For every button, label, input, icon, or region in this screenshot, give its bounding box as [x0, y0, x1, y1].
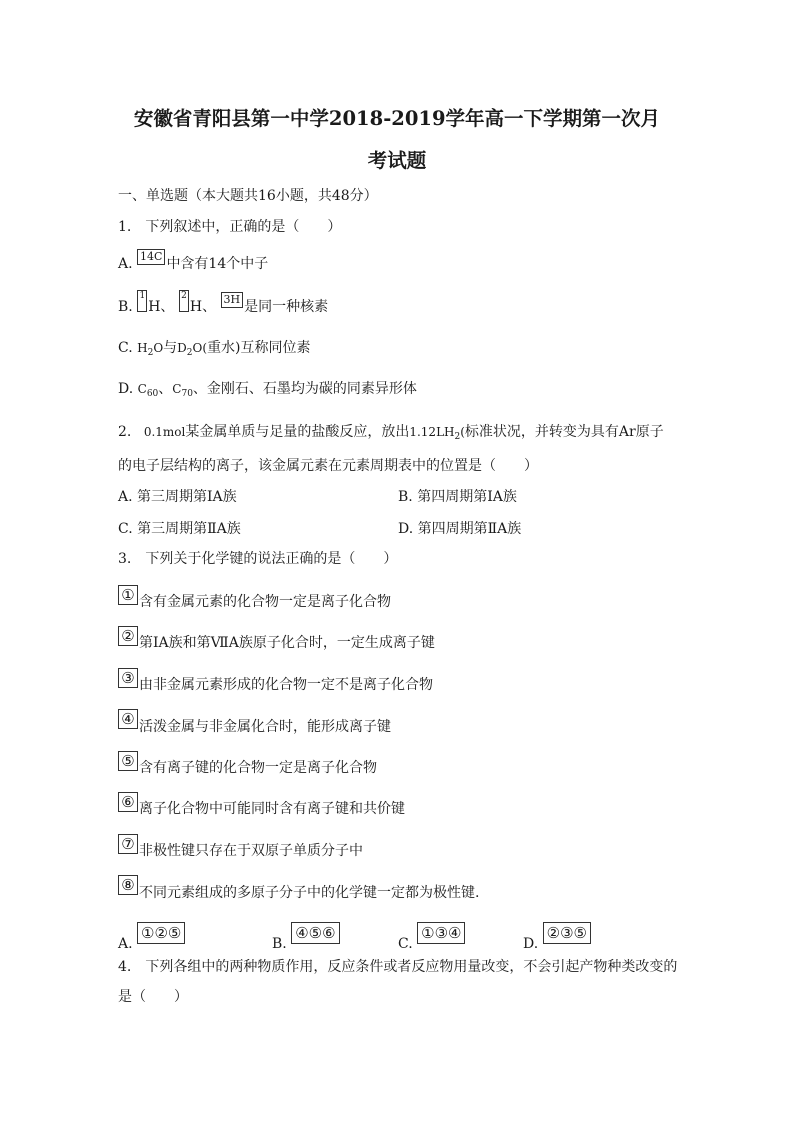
q1-d-c60-sub: 60: [146, 389, 159, 399]
q2-stem-line2: 的电子层结构的离子，该金属元素在元素周期表中的位置是（ ）: [118, 458, 538, 474]
q3-item-4-text: 活泼金属与非金属化合时，能形成离子键: [139, 719, 391, 735]
q3-item-6-text: 离子化合物中可能同时含有离子键和共价键: [139, 801, 405, 817]
q1-c-o: O: [153, 341, 164, 355]
q1-option-c-formula-h2o: [137, 341, 164, 358]
q4-stem-line2: 是（ ）: [118, 989, 188, 1005]
q3-option-d: [523, 922, 591, 953]
document-title-line1: 安徽省青阳县第一中学2018-2019学年高一下学期第一次月: [133, 107, 661, 130]
q3-option-d-box: ②③⑤: [543, 922, 591, 944]
q1-option-d-label: D.: [118, 381, 134, 397]
section-header-text: 一、单选题（本大题共16小题，共48分）: [118, 188, 378, 204]
q2-stem-line1: [118, 423, 664, 446]
q3-option-b-label: B.: [272, 936, 287, 952]
q1-option-b-text: 是同一种核素: [244, 299, 329, 315]
q2-option-a: A. 第三周期第IA族: [118, 489, 237, 505]
q3-item-3-mark: ③: [118, 668, 138, 688]
q3-item-1-text: 含有金属元素的化合物一定是离子化合物: [139, 594, 391, 610]
q2-stem-part2: 标准状况，并转变为具有Ar原子: [464, 424, 664, 440]
q3-item-2-text: 第ⅠA族和第ⅦA族原子化合时，一定生成离子键: [139, 635, 435, 651]
q1-c-d-sub: 2: [186, 348, 193, 358]
q3-item-2-mark: ②: [118, 626, 138, 646]
q3-item-3-text: 由非金属元素形成的化合物一定不是离子化合物: [139, 677, 433, 693]
q3-option-b: [272, 922, 340, 953]
q1-option-a-text: 中含有14个中子: [166, 256, 269, 272]
q1-option-b: [118, 291, 329, 316]
q3-item-4-mark: ④: [118, 709, 138, 729]
q1-option-b-h1: H、: [148, 299, 175, 315]
q1-option-d-c70: [172, 382, 193, 399]
q1-option-b-h2: H、: [189, 299, 217, 315]
q1-option-a-formula-box: 14C: [137, 249, 165, 265]
q1-option-a: [118, 250, 269, 273]
q2-amount: 0.1mol: [143, 425, 186, 439]
q2-gas-text: 1.12LH: [409, 425, 455, 439]
q2-option-b: B. 第四周期第IA族: [398, 489, 517, 505]
q2-stem-part1: 某金属单质与足量的盐酸反应，放出: [185, 424, 410, 440]
q1-option-d-sep: 、: [158, 381, 173, 397]
q1-stem: 1. 下列叙述中，正确的是（ ）: [118, 219, 342, 235]
q4-stem-line1: 4. 下列各组中的两种物质作用，反应条件或者反应物用量改变，不会引起产物种类改变的: [118, 959, 678, 975]
section-header: [118, 187, 378, 205]
q1-option-c-label: C.: [118, 340, 133, 356]
q3-option-d-label: D.: [523, 936, 539, 952]
q1-option-b-isotope-box-2: 2: [179, 290, 189, 312]
q1-option-b-isotope-box-3: 3H: [221, 292, 244, 308]
q1-d-c70-c: C: [172, 382, 182, 396]
q3-option-c-box: ①③④: [417, 922, 465, 944]
q1-option-d-text: 、金刚石、石墨均为碳的同素异形体: [192, 381, 417, 397]
q1-option-c-formula-d2o: [177, 341, 208, 358]
q2-gas: [409, 425, 465, 442]
q2-gas-sub: 2: [454, 432, 461, 442]
q3-item-7-mark: ⑦: [118, 834, 138, 854]
q3-option-c: [398, 922, 465, 953]
q3-stem: 3. 下列关于化学键的说法正确的是（ ）: [118, 551, 398, 567]
q1-option-a-label: A.: [118, 256, 133, 272]
q1-option-b-label: B.: [118, 299, 133, 315]
q1-option-c: [118, 339, 311, 362]
q1-option-d: [118, 380, 417, 403]
q3-option-a: [118, 922, 185, 953]
q3-item-5-text: 含有离子键的化合物一定是离子化合物: [139, 760, 377, 776]
q3-item-8-text: 不同元素组成的多原子分子中的化学键一定都为极性键.: [139, 885, 480, 901]
q3-item-5-mark: ⑤: [118, 751, 138, 771]
q2-option-c: C. 第三周期第ⅡA族: [118, 521, 241, 537]
document-title-line2: 考试题: [367, 149, 427, 172]
q1-c-h-sub: 2: [147, 348, 154, 358]
q3-option-a-label: A.: [118, 936, 133, 952]
q1-d-c70-sub: 70: [181, 389, 193, 399]
q1-c-d-o: O(: [192, 341, 208, 355]
q1-c-h: H: [137, 341, 148, 355]
q3-item-7-text: 非极性键只存在于双原子单质分子中: [139, 843, 363, 859]
q1-c-d: D: [177, 341, 187, 355]
q3-option-c-label: C.: [398, 936, 413, 952]
q2-option-d: D. 第四周期第ⅡA族: [398, 521, 522, 537]
q1-d-c60-c: C: [137, 382, 147, 396]
q3-option-a-box: ①②⑤: [137, 922, 185, 944]
q2-gas-paren: (: [460, 425, 465, 439]
q1-option-d-c60: [137, 382, 159, 399]
q3-item-8-mark: ⑧: [118, 875, 138, 895]
q1-option-c-mid: 与: [163, 340, 178, 356]
q3-item-6-mark: ⑥: [118, 792, 138, 812]
q3-item-1-mark: ①: [118, 585, 138, 605]
q2-number: 2.: [118, 424, 132, 440]
q1-option-c-text: 重水)互称同位素: [207, 340, 311, 356]
q3-option-b-box: ④⑤⑥: [291, 922, 339, 944]
q1-option-b-isotope-box-1: 1: [137, 290, 147, 312]
